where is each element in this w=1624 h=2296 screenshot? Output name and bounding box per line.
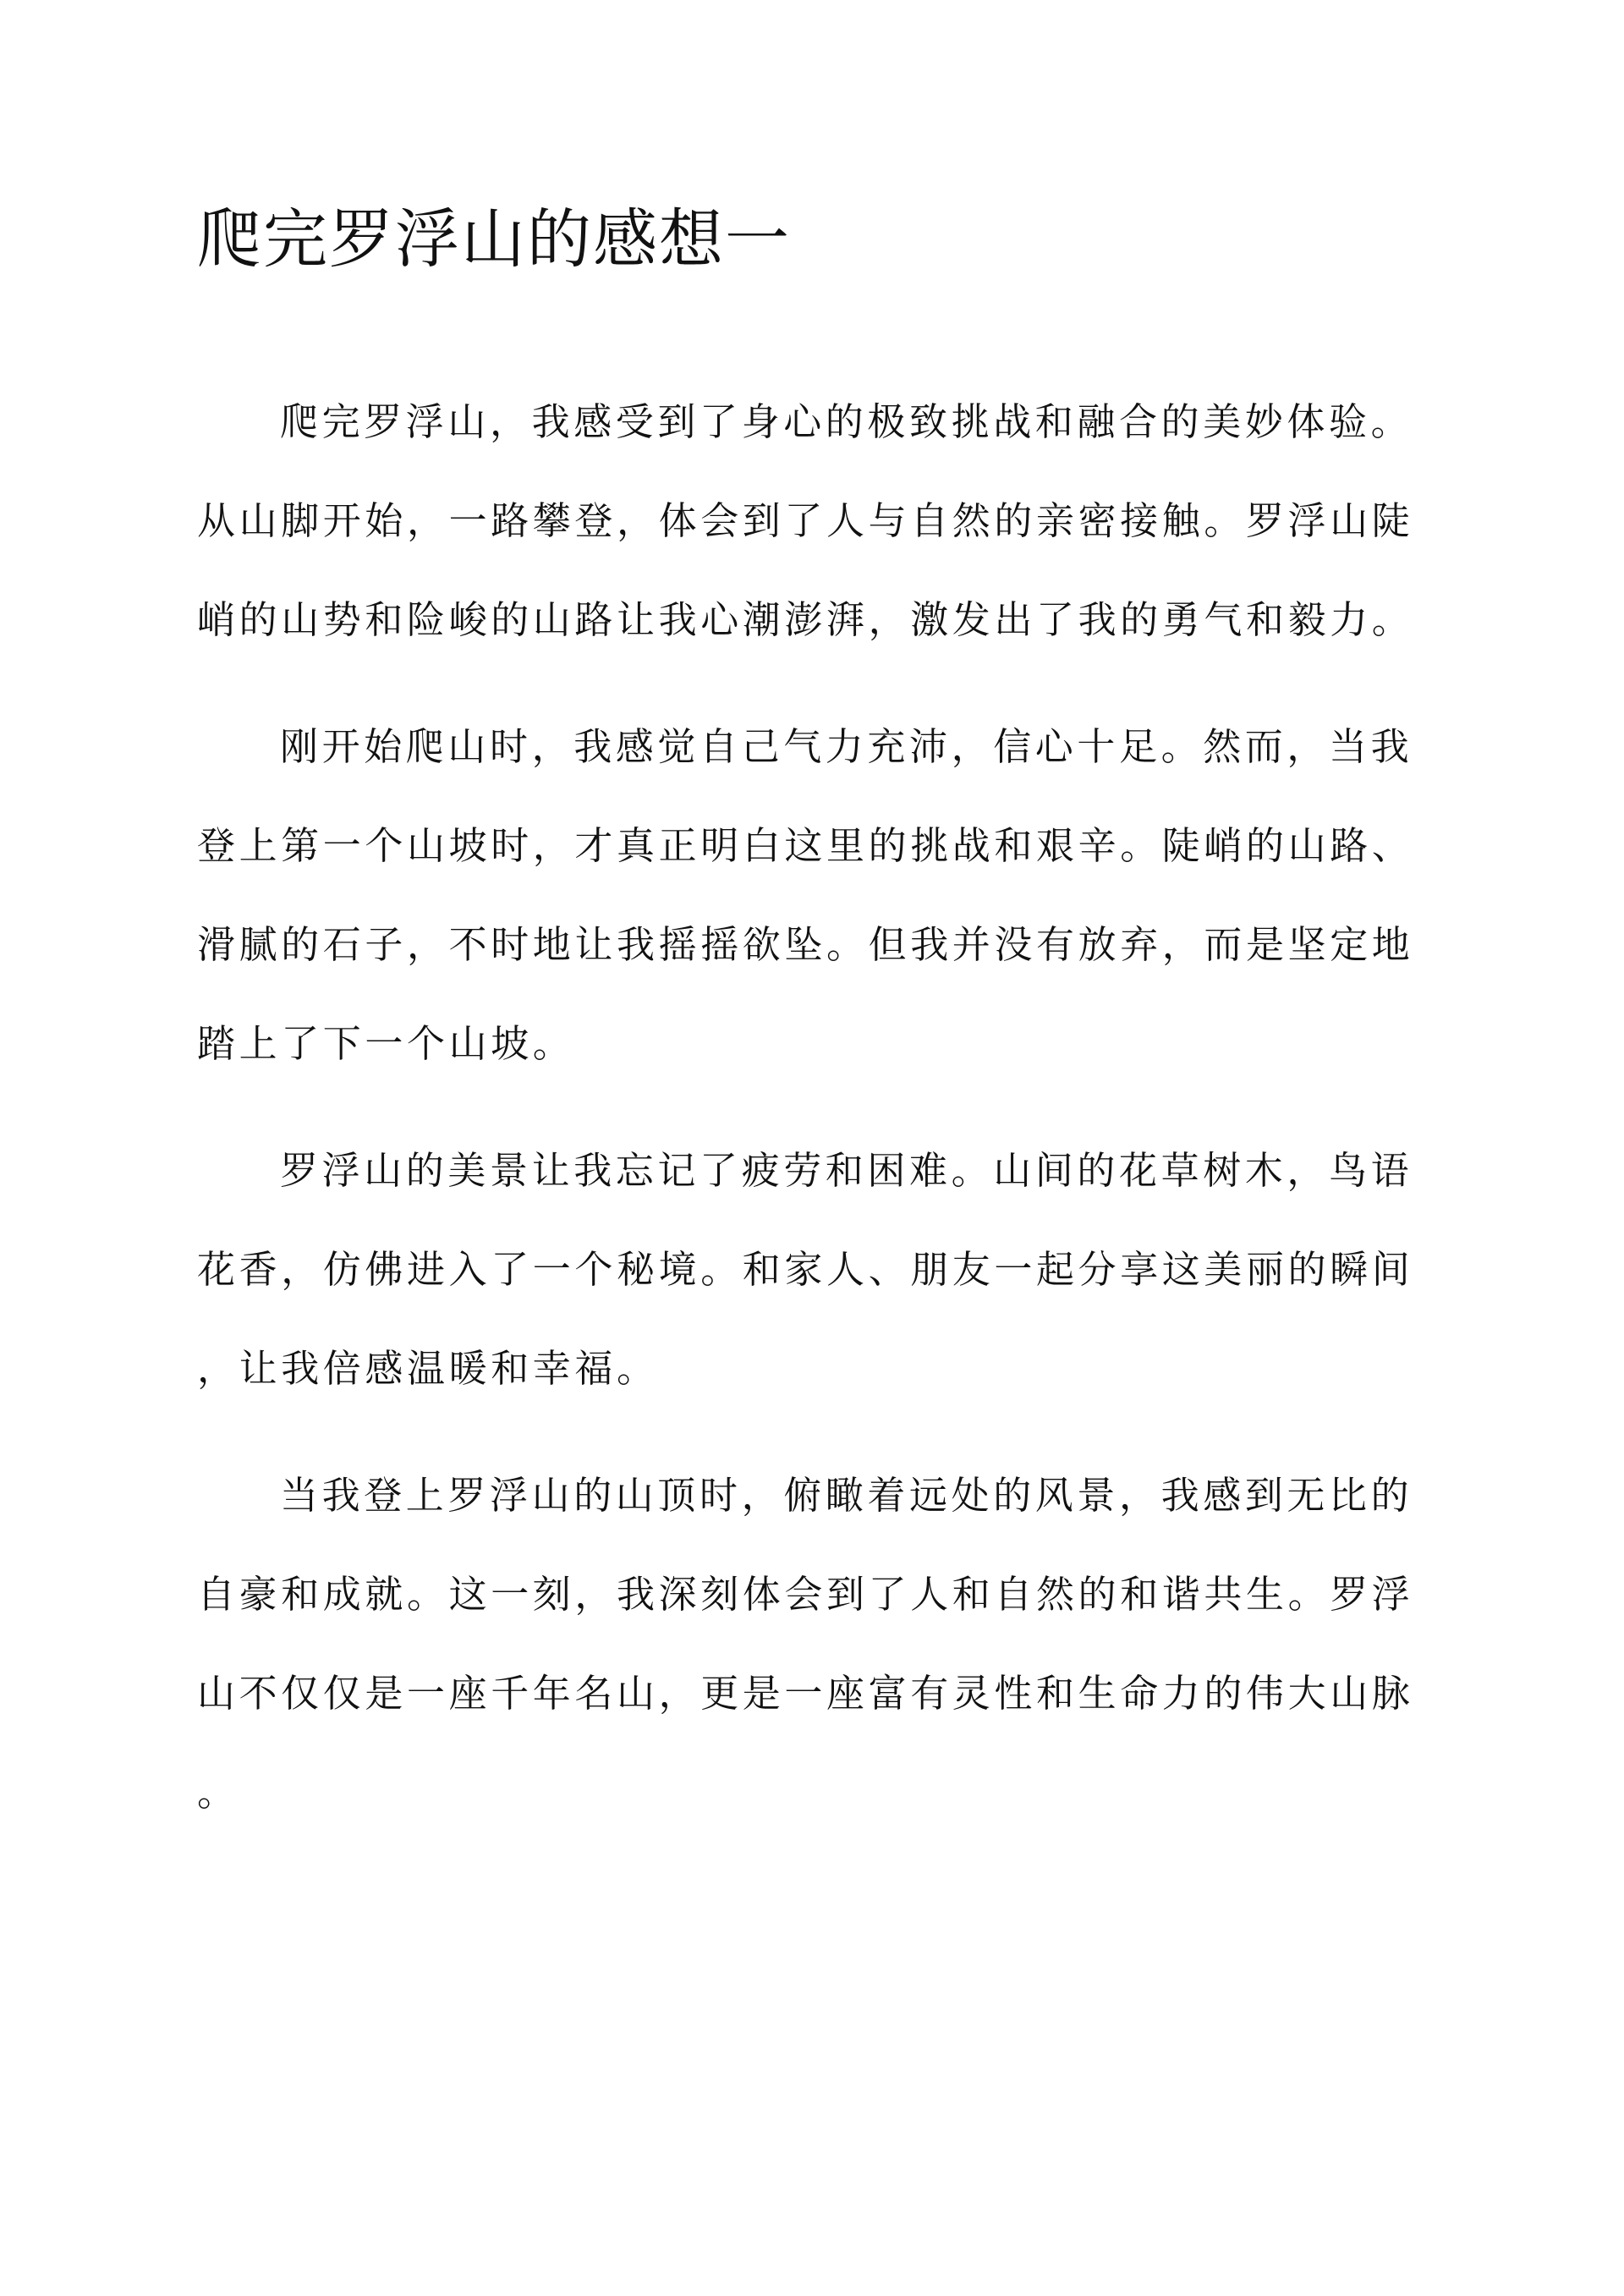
paragraph-line: 花香，仿佛进入了一个秘境。和家人、朋友一起分享这美丽的瞬间 — [197, 1247, 1414, 1292]
paragraph-line: ，让我倍感温暖和幸福。 — [197, 1346, 659, 1391]
paragraph-line: 踏上了下一个山坡。 — [197, 1021, 575, 1066]
paragraph-line: 。 — [197, 1770, 239, 1815]
paragraph-line: 滑腻的石子，不时地让我摇摇欲坠。但我并没有放弃，而是坚定地 — [197, 922, 1414, 967]
paragraph-line: 爬完罗浮山，我感受到了身心的极致挑战和融合的美妙体验。 — [280, 399, 1413, 444]
document-body — [197, 372, 1425, 1842]
paragraph-2 — [197, 697, 1425, 1121]
paragraph-line: 罗浮山的美景让我忘记了疲劳和困难。山间的花草树木，鸟语 — [280, 1148, 1413, 1193]
paragraph-line: 峭的山势和险峻的山路让我心潮澎湃，激发出了我的勇气和毅力。 — [197, 597, 1414, 642]
paragraph-line: 从山脚开始，一路攀登，体会到了人与自然的亲密接触。罗浮山陡 — [197, 498, 1414, 543]
paragraph-4 — [197, 1446, 1425, 1842]
document-title: 爬完罗浮山的感想一 — [197, 201, 791, 277]
paragraph-3 — [197, 1121, 1425, 1446]
paragraph-line: 刚开始爬山时，我感觉自己气力充沛，信心十足。然而，当我 — [280, 724, 1413, 769]
paragraph-line: 山不仅仅是一座千年名山，更是一座富有灵性和生命力的伟大山脉 — [197, 1671, 1414, 1716]
paragraph-line: 当我登上罗浮山的山顶时，俯瞰着远处的风景，我感到无比的 — [280, 1473, 1413, 1518]
paragraph-line: 自豪和成就。这一刻，我深刻体会到了人和自然的和谐共生。罗浮 — [197, 1572, 1414, 1617]
paragraph-1 — [197, 372, 1425, 697]
paragraph-line: 登上第一个山坡时，才真正明白这里的挑战和艰辛。陡峭的山路、 — [197, 823, 1414, 868]
